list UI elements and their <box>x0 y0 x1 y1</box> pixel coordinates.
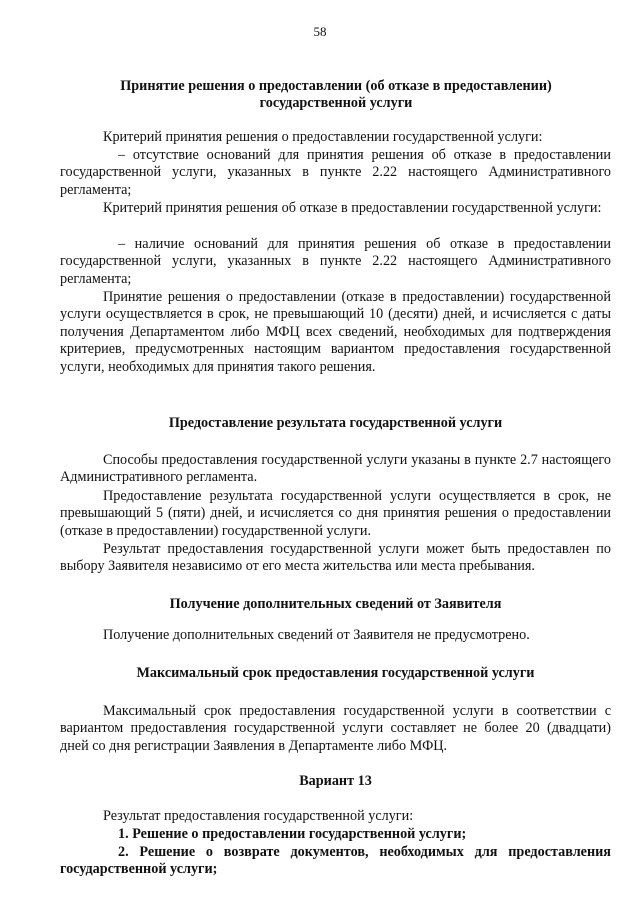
section-heading-additional-info: Получение дополнительных сведений от Заявителя <box>169 596 502 612</box>
section-heading-max-term: Максимальный срок предоставления государственной услуги <box>136 665 535 681</box>
paragraph-criterion-refusal: Критерий принятия решения об отказе в предоставлении государственной услуги: <box>103 200 602 216</box>
paragraph-additional-info: Получение дополнительных сведений от Заявителя не предусмотрено. <box>103 627 530 643</box>
section-heading-decision: Принятие решения о предоставлении (об отказе в предоставлении) государственной услуги <box>120 78 552 112</box>
page-number: 58 <box>313 24 327 39</box>
paragraph-no-grounds: – отсутствие оснований для принятия решения об отказе в предоставлении государственной услуги, указанных в пункте 2.22 настоящего Административного регламента; <box>60 147 611 198</box>
list-item-2: 2. Решение о возврате документов, необходимых для предоставления государственной услуги; <box>60 844 611 878</box>
section-heading-result: Предоставление результата государственной услуги <box>168 415 503 431</box>
paragraph-criterion-grant: Критерий принятия решения о предоставлении государственной услуги: <box>103 129 543 145</box>
paragraph-result-list-intro: Результат предоставления государственной услуги: <box>103 808 414 824</box>
section-heading-variant: Вариант 13 <box>299 773 372 789</box>
paragraph-result-term: Предоставление результата государственной услуги осуществляется в срок, не превышающий 5 (пяти) дней, и исчисляется со дня принятия решения о предоставлении (отказе в предоставлении) государственной услуги. <box>60 488 611 539</box>
list-item-1: 1. Решение о предоставлении государственной услуги; <box>118 826 467 842</box>
paragraph-max-term: Максимальный срок предоставления государственной услуги в соответствии с вариантом предоставления государственной услуги составляет не более 20 (двадцати) дней со дня регистрации Заявления в Департаменте либо МФЦ. <box>60 703 611 754</box>
paragraph-result-choice: Результат предоставления государственной услуги может быть предоставлен по выбору Заявителя независимо от его места жительства или места пребывания. <box>60 541 611 575</box>
paragraph-decision-term: Принятие решения о предоставлении (отказе в предоставлении) государственной услуги осуществляется в срок, не превышающий 10 (десяти) дней, и исчисляется с даты получения Департаментом либо МФЦ всех сведений, необходимых для подтверждения критериев, предусмотренных настоящим вариантом предоставления государственной услуги, необходимых для принятия такого решения. <box>60 289 611 375</box>
paragraph-grounds-present: – наличие оснований для принятия решения об отказе в предоставлении государственной услуги, указанных в пункте 2.22 настоящего Административного регламента; <box>60 236 611 287</box>
paragraph-methods: Способы предоставления государственной услуги указаны в пункте 2.7 настоящего Административного регламента. <box>60 452 611 486</box>
